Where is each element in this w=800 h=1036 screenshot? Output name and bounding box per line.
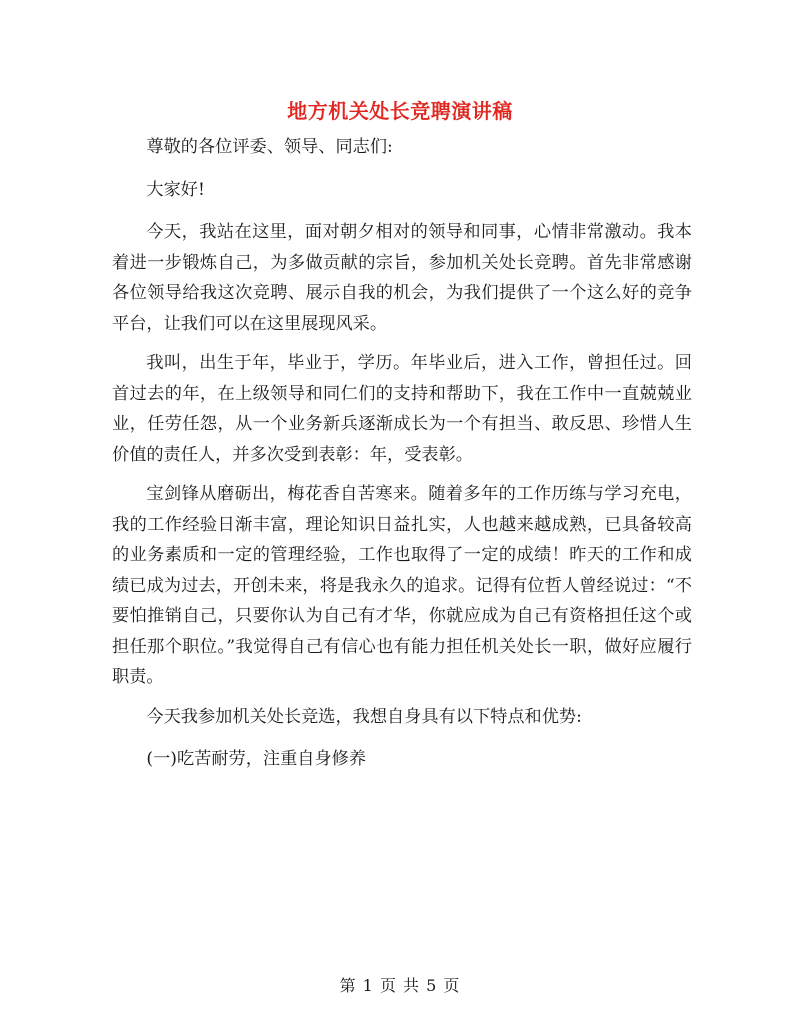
paragraph-advantages-intro: 今天我参加机关处长竞选，我想自身具有以下特点和优势: bbox=[146, 706, 582, 727]
document-title: 地方机关处长竞聘演讲稿 bbox=[287, 99, 513, 123]
paragraph-experience: 宝剑锋从磨砺出，梅花香自苦寒来。随着多年的工作历练与学习充电，我的工作经验日渐丰富，理论知识日益扎实，人也越来越成熟，已具备较高的业务素质和一定的管理经验，工作也取得了一定的成绩！昨天的工作和成绩已成为过去，开创未来，将是我永久的追求。记得有位哲人曾经说过：“不要怕推销自己，只要你认为自己有才华，你就应成为自己有资格担任这个或担任那个职位。”我觉得自己有信心也有能力担任机关处长一职，做好应履行职责。 bbox=[112, 484, 692, 687]
paragraph-salutation: 尊敬的各位评委、领导、同志们: bbox=[146, 137, 393, 157]
paragraph-introduction: 今天，我站在这里，面对朝夕相对的领导和同事，心情非常激动。我本着进一步锻炼自己，为多做贡献的宗旨，参加机关处长竞聘。首先非常感谢各位领导给我这次竞聘、展示自我的机会，为我们提供了一个这么好的竞争平台，让我们可以在这里展现风采。 bbox=[112, 222, 692, 334]
paragraph-background: 我叫，出生于年，毕业于，学历。年毕业后，进入工作，曾担任过。回首过去的年，在上级领导和同仁们的支持和帮助下，我在工作中一直兢兢业业，任劳任怨，从一个业务新兵逐渐成长为一个有担当、敢反思、珍惜人生价值的责任人，并多次受到表彰：年，受表彰。 bbox=[112, 353, 692, 465]
paragraph-section-heading: (一)吃苦耐劳，注重自身修养 bbox=[146, 749, 367, 769]
document-body bbox=[112, 132, 692, 784]
paragraph-greeting: 大家好! bbox=[146, 179, 205, 200]
page-footer: 第 1 页 共 5 页 bbox=[339, 976, 461, 995]
